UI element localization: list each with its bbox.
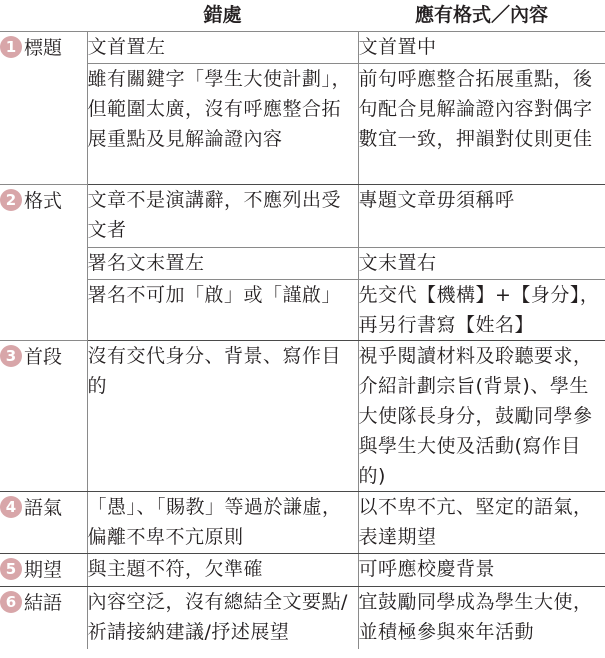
header-blank-cell [0,0,87,32]
category-label: 標題 [24,37,63,59]
table-row [0,64,605,185]
category-cell [0,185,87,341]
number-badge: 4 [0,496,22,518]
table-row [0,492,605,554]
header-wrong: 錯處 [87,0,358,32]
category-cell [0,32,87,185]
wrong-cell: 署名文末置左 [87,248,358,280]
number-badge: 2 [0,189,22,211]
wrong-cell: 署名不可加「啟」或「謹啟」 [87,280,358,341]
wrong-cell: 文首置左 [87,32,358,64]
wrong-cell: 與主題不符，欠準確 [87,554,358,587]
table-row [0,554,605,587]
right-cell: 前句呼應整合拓展重點，後句配合見解論證內容對偶字數宜一致，押韻對仗則更佳 [358,64,605,185]
wrong-cell: 沒有交代身分、背景、寫作目的 [87,341,358,492]
right-cell: 宜鼓勵同學成為學生大使，並積極參與來年活動 [358,591,593,643]
right-cell: 視乎閱讀材料及聆聽要求，介紹計劃宗旨(背景)、學生大使隊長身分，鼓勵同學參與學生大使及活動(寫作目的) [358,341,605,492]
category-label: 期望 [24,559,63,581]
number-badge: 1 [0,36,22,58]
category-cell [0,341,87,492]
table-row [0,341,605,492]
category-label: 語氣 [24,497,63,519]
category-cell [0,554,87,587]
wrong-cell: 內容空泛，沒有總結全文要點/祈請接納建議/抒述展望 [87,587,358,650]
wrong-cell: 「愚」、「賜教」等過於謙虛，偏離不卑不亢原則 [87,492,358,554]
category-label: 結語 [24,592,63,614]
right-cell: 專題文章毋須稱呼 [358,185,605,248]
table-row [0,280,605,341]
number-badge: 6 [0,591,22,613]
wrong-cell: 文章不是演講辭，不應列出受文者 [87,185,358,248]
right-cell: 可呼應校慶背景 [358,554,605,587]
category-label: 格式 [24,190,63,212]
right-cell: 先交代【機構】+【身分】，再另行書寫【姓名】 [358,280,605,341]
table-row [0,32,605,64]
right-cell: 文首置中 [358,32,605,64]
number-badge: 3 [0,345,22,367]
right-cell: 以不卑不亢、堅定的語氣，表達期望 [358,492,605,554]
table-row [0,248,605,280]
category-cell [0,587,87,650]
category-cell [0,492,87,554]
wrong-cell: 雖有關鍵字「學生大使計劃」，但範圍太廣，沒有呼應整合拓展重點及見解論證內容 [87,64,358,185]
header-right: 應有格式／內容 [358,0,605,32]
table-row [0,185,605,248]
category-label: 首段 [24,346,63,368]
right-cell: 文末置右 [358,248,605,280]
header-row [0,0,605,32]
number-badge: 5 [0,558,22,580]
table-row [0,587,605,650]
